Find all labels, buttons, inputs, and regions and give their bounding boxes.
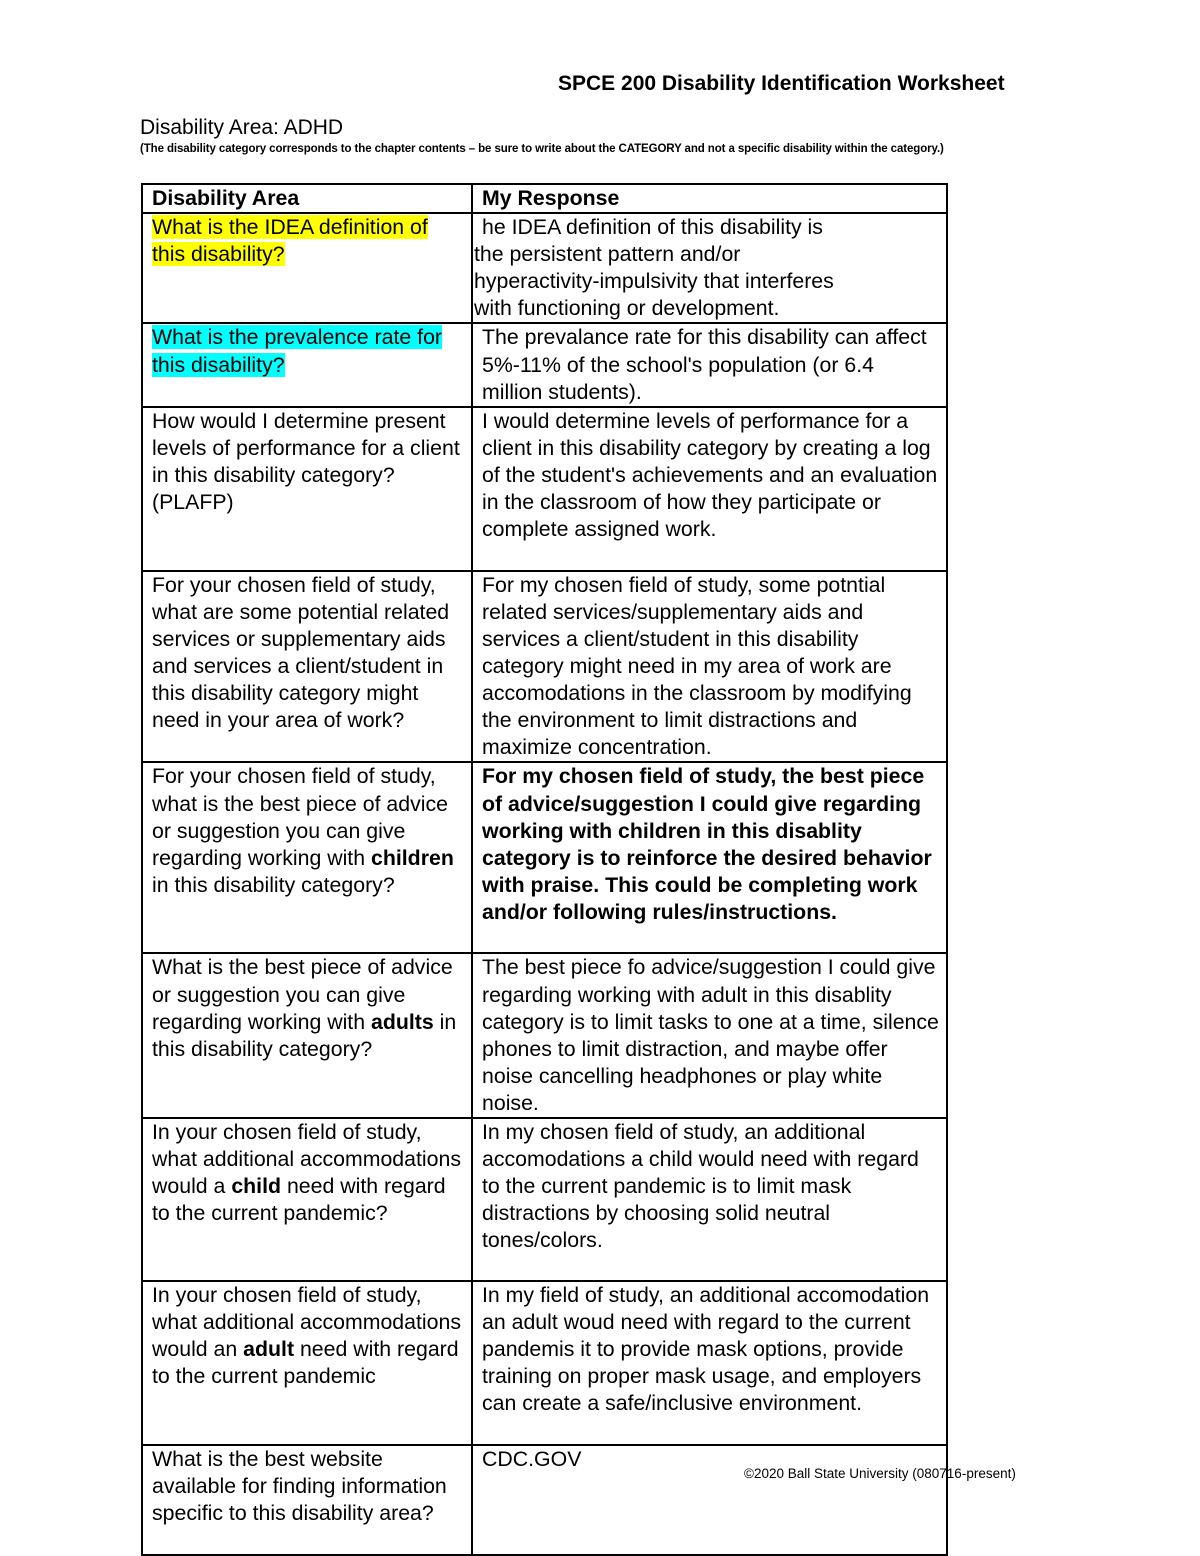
- question-text: In your chosen field of study, what additional accommodations would an: [152, 1282, 461, 1362]
- response-cell: For my chosen field of study, the best piece of advice/suggestion I could give regarding working with children in this disablity category is to reinforce the desired behavior with praise. This could be completing work and/or following rules/instructions.: [472, 762, 947, 953]
- table-row: [142, 571, 947, 763]
- response-cell: [472, 213, 947, 323]
- table-row: [142, 1118, 947, 1281]
- question-text: in this disability category?: [152, 1009, 457, 1061]
- question-emphasis: children: [371, 845, 454, 870]
- question-cell: [142, 1118, 472, 1281]
- disability-area-line: Disability Area: ADHD: [140, 116, 344, 139]
- question-cell: [142, 953, 472, 1118]
- header-disability-area: Disability Area: [142, 184, 472, 213]
- copyright-footer: ©2020 Ball State University (080716-present): [744, 1466, 1016, 1481]
- table-row: [142, 953, 947, 1118]
- question-emphasis: adults: [371, 1009, 434, 1034]
- table-row: [142, 762, 947, 953]
- highlighted-question: What is the prevalence rate for this disability?: [152, 325, 443, 377]
- response-cell: In my field of study, an additional accomodation an adult woud need with regard to the current pandemis it to provide mask options, provide training on proper mask usage, and employers can create a safe/inclusive environment.: [472, 1281, 947, 1445]
- question-text: need with regard to the current pandemic: [152, 1337, 459, 1389]
- question-cell: What is the best website available for finding information specific to this disability area?: [142, 1445, 472, 1555]
- table-row: [142, 323, 947, 406]
- response-cell: I would determine levels of performance for a client in this disability category by creating a log of the student's achievements and an evaluation in the classroom of how they participate or complete assigned work.: [472, 407, 947, 571]
- question-text: need with regard to the current pandemic?: [152, 1174, 446, 1226]
- question-cell: For your chosen field of study, what are some potential related services or supplementary aids and services a client/student in this disability category might need in your area of work?: [142, 571, 472, 763]
- table-row: [142, 1445, 947, 1555]
- instruction-note: (The disability category corresponds to the chapter contents – be sure to write about the CATEGORY and not a specific disability within the category.): [140, 143, 944, 155]
- highlighted-question: What is the IDEA definition of this disability?: [152, 215, 428, 267]
- table-header-row: [142, 184, 947, 213]
- worksheet-title: SPCE 200 Disability Identification Worksheet: [558, 72, 1005, 95]
- table-row: [142, 407, 947, 571]
- response-cell: In my chosen field of study, an additional accomodations a child would need with regard to the current pandemic is to limit mask distractions by choosing solid neutral tones/colors.: [472, 1118, 947, 1281]
- response-cell: For my chosen field of study, some potntial related services/supplementary aids and services a client/student in this disability category might need in my area of work are accomodations in the classroom by modifying the environment to limit distractions and maximize concentration.: [472, 571, 947, 763]
- question-cell: [142, 213, 472, 323]
- question-cell: How would I determine present levels of performance for a client in this disability category? (PLAFP): [142, 407, 472, 571]
- header-my-response: My Response: [472, 184, 947, 213]
- response-line: he IDEA definition of this disability is: [482, 215, 823, 240]
- response-line: hyperactivity-impulsivity that interferes: [474, 269, 834, 294]
- response-cell: The prevalance rate for this disability can affect 5%-11% of the school's population (or 6.4 million students).: [472, 323, 947, 406]
- question-text: in this disability category?: [152, 872, 395, 897]
- question-emphasis: adult: [243, 1337, 295, 1362]
- question-cell: [142, 323, 472, 406]
- question-emphasis: child: [231, 1174, 282, 1199]
- question-cell: [142, 762, 472, 953]
- question-text: What is the best piece of advice or suggestion you can give regarding working with: [152, 955, 453, 1034]
- question-text: For your chosen field of study, what is the best piece of advice or suggestion you can give regarding working with: [152, 764, 448, 870]
- question-text: In your chosen field of study, what additional accommodations would a: [152, 1119, 461, 1199]
- response-cell: CDC.GOV: [472, 1445, 947, 1555]
- table-row: [142, 213, 947, 323]
- response-line: the persistent pattern and/or: [474, 242, 741, 267]
- question-cell: [142, 1281, 472, 1445]
- response-cell: The best piece fo advice/suggestion I could give regarding working with adult in this disablity category is to limit tasks to one at a time, silence phones to limit distraction, and maybe offer noise cancelling headphones or play white noise.: [472, 953, 947, 1118]
- table-row: [142, 1281, 947, 1445]
- response-line: with functioning or development.: [474, 296, 780, 321]
- worksheet-table: [141, 183, 948, 1556]
